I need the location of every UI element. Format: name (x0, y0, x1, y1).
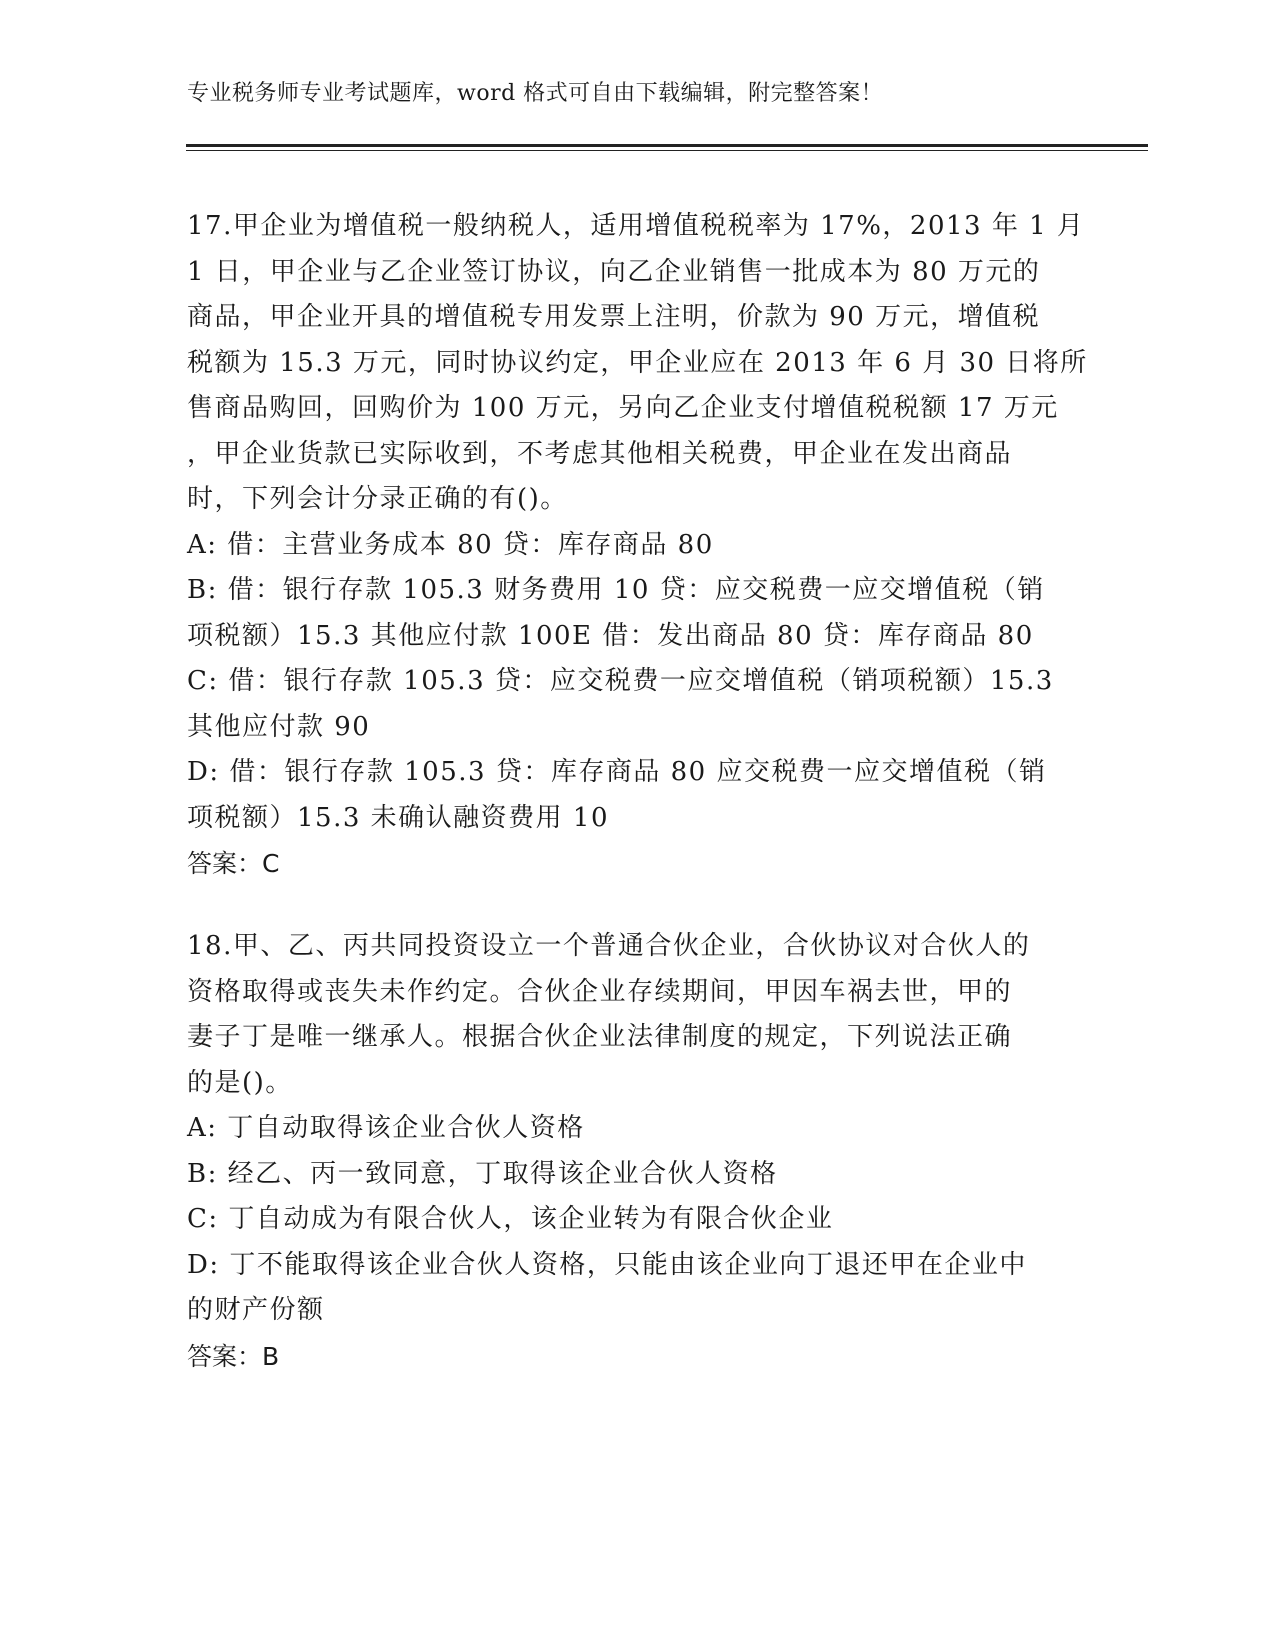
question-stem-line: 妻子丁是唯一继承人。根据合伙企业法律制度的规定，下列说法正确 (187, 1022, 1013, 1052)
option-d-continued: 的财产份额 (187, 1295, 325, 1325)
question-18 (187, 924, 1067, 1379)
question-stem-line: 18.甲、乙、丙共同投资设立一个普通合伙企业，合伙协议对合伙人的 (187, 931, 1031, 961)
header-rule-thin (186, 150, 1148, 151)
option-b: B: 经乙、丙一致同意，丁取得该企业合伙人资格 (187, 1158, 778, 1189)
question-stem-line: 资格取得或丧失未作约定。合伙企业存续期间，甲因车祸去世，甲的 (187, 976, 1013, 1007)
option-c: C: 丁自动成为有限合伙人，该企业转为有限合伙企业 (187, 1204, 834, 1234)
option-c: C: 借：银行存款 105.3 贷：应交税费一应交增值税（销项税额）15.3 (187, 666, 1054, 696)
question-stem-line: 1 日，甲企业与乙企业签订协议，向乙企业销售一批成本为 80 万元的 (187, 256, 1041, 287)
question-stem-line: 售商品购回，回购价为 100 万元，另向乙企业支付增值税税额 17 万元 (187, 393, 1059, 423)
question-stem-line: 税额为 15.3 万元，同时协议约定，甲企业应在 2013 年 6 月 30 日将所 (187, 347, 1088, 378)
option-d: D: 借：银行存款 105.3 贷：库存商品 80 应交税费一应交增值税（销 (187, 757, 1047, 787)
option-a: A: 借：主营业务成本 80 贷：库存商品 80 (187, 529, 714, 560)
question-17 (187, 204, 1088, 887)
answer-label: 答案：B (187, 1341, 280, 1371)
question-stem-line: 17.甲企业为增值税一般纳税人，适用增值税税率为 17%，2013 年 1 月 (187, 211, 1085, 241)
page-header: 专业税务师专业考试题库，word 格式可自由下载编辑，附完整答案！ (187, 81, 884, 106)
question-stem-line: ，甲企业货款已实际收到，不考虑其他相关税费，甲企业在发出商品 (187, 438, 1013, 469)
option-a: A: 丁自动取得该企业合伙人资格 (187, 1113, 585, 1143)
option-d-continued: 项税额）15.3 未确认融资费用 10 (187, 802, 610, 833)
question-stem-line: 时，下列会计分录正确的有()。 (187, 484, 568, 514)
option-b: B: 借：银行存款 105.3 财务费用 10 贷：应交税费一应交增值税（销 (187, 575, 1045, 605)
option-c-continued: 其他应付款 90 (187, 711, 371, 742)
question-stem-line: 商品，甲企业开具的增值税专用发票上注明，价款为 90 万元，增值税 (187, 302, 1041, 332)
option-d: D: 丁不能取得该企业合伙人资格，只能由该企业向丁退还甲在企业中 (187, 1249, 1027, 1280)
option-b-continued: 项税额）15.3 其他应付款 100E 借：发出商品 80 贷：库存商品 80 (187, 620, 1034, 651)
question-stem-line: 的是()。 (187, 1067, 293, 1098)
header-rule-thick (186, 144, 1148, 147)
answer-label: 答案：C (187, 849, 280, 878)
